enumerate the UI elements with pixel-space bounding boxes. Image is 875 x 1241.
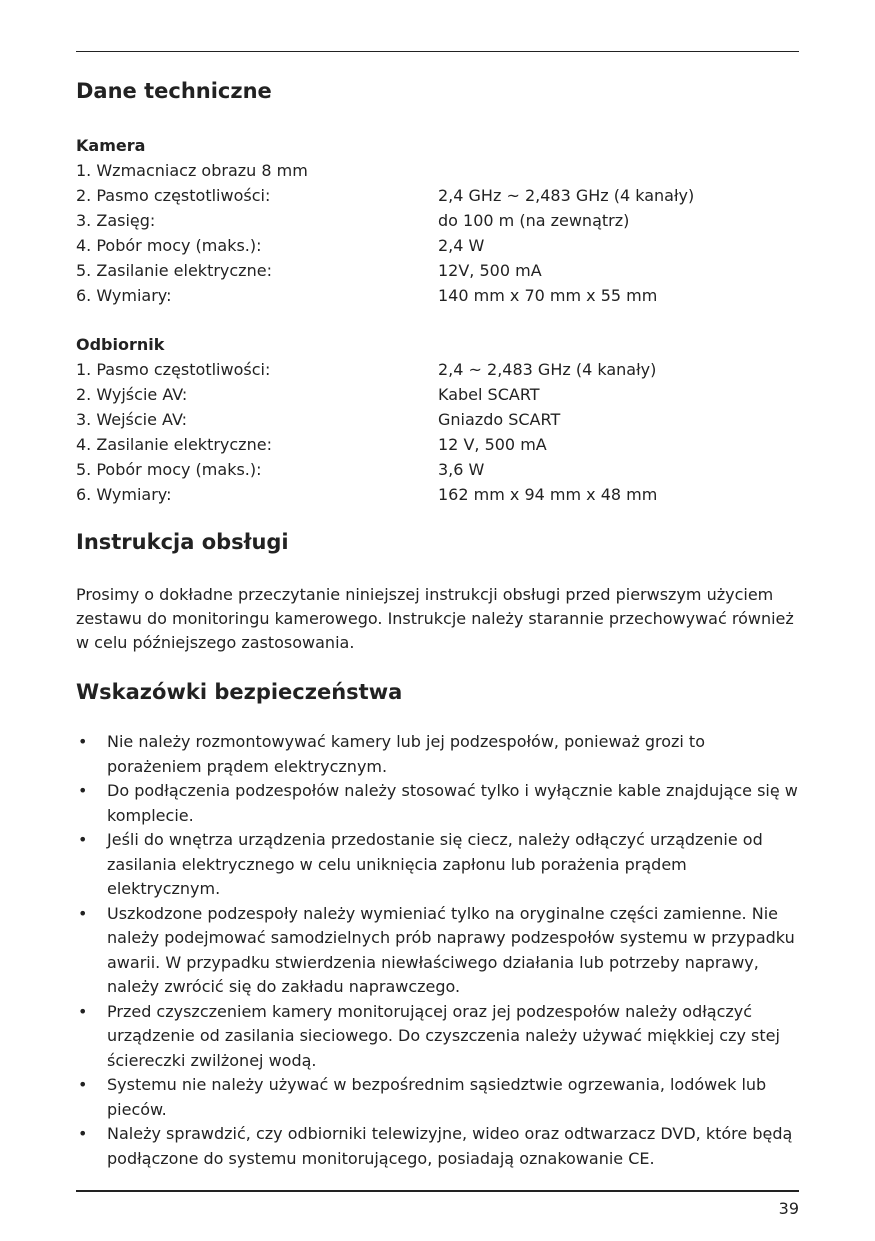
spec-value: 2,4 GHz ~ 2,483 GHz (4 kanały) <box>438 186 695 205</box>
page-number: 39 <box>778 1199 799 1218</box>
list-item <box>76 1122 799 1171</box>
list-item-text: Jeśli do wnętrza urządzenia przedostanie się ciecz, należy odłączyć urządzenie od zasilania elektrycznego w celu uniknięcia zapłonu lub porażenia prądem elektrycznym. <box>107 830 763 898</box>
top-rule <box>76 51 799 52</box>
spec-row <box>76 457 799 482</box>
spec-label: 4. Zasilanie elektryczne: <box>76 435 272 454</box>
spec-label: 2. Wyjście AV: <box>76 385 188 404</box>
list-item-text: Przed czyszczeniem kamery monitorującej oraz jej podzespołów należy odłączyć urządzenie od zasilania sieciowego. Do czyszczenia należy używać miękkiej czy stej ściereczki zwilżonej wodą. <box>107 1001 780 1070</box>
bullet-icon: • <box>78 903 88 923</box>
list-item <box>76 828 799 902</box>
spec-row <box>76 283 799 308</box>
spec-label: 2. Pasmo częstotliwości: <box>76 186 271 205</box>
page-content <box>76 76 799 1171</box>
camera-subtitle: Kamera <box>76 136 146 155</box>
spec-label: 3. Zasięg: <box>76 211 156 230</box>
spec-label: 5. Zasilanie elektryczne: <box>76 261 272 280</box>
list-item-text: Systemu nie należy używać w bezpośrednim sąsiedztwie ogrzewania, lodówek lub pieców. <box>107 1075 767 1119</box>
spec-row <box>76 233 799 258</box>
spec-value: Kabel SCART <box>438 385 540 404</box>
bullet-icon: • <box>78 781 88 800</box>
section-title-tech: Dane techniczne <box>76 79 272 103</box>
spec-value: Gniazdo SCART <box>438 410 561 429</box>
section-title-safety: Wskazówki bezpieczeństwa <box>76 680 403 704</box>
list-item <box>76 902 799 1000</box>
list-item <box>76 1073 799 1122</box>
bullet-icon: • <box>78 830 88 849</box>
manual-paragraph: Prosimy o dokładne przeczytanie niniejszej instrukcji obsługi przed pierwszym użyciem zestawu do monitoringu kamerowego. Instrukcje należy starannie przechowywać również w celu późniejszego zastosowania. <box>76 585 794 652</box>
safety-list <box>76 730 799 1171</box>
spec-row <box>76 183 799 208</box>
spec-value: 12 V, 500 mA <box>438 435 547 454</box>
list-item-text: Należy sprawdzić, czy odbiorniki telewizyjne, wideo oraz odtwarzacz DVD, które będą podłączone do systemu monitorującego, posiadają oznakowanie CE. <box>107 1124 793 1168</box>
spec-row <box>76 208 799 233</box>
spec-value: 12V, 500 mA <box>438 261 542 280</box>
spec-value: 162 mm x 94 mm x 48 mm <box>438 485 658 504</box>
spec-label: 4. Pobór mocy (maks.): <box>76 236 262 255</box>
spec-row <box>76 158 799 183</box>
spec-row <box>76 482 799 507</box>
receiver-spec-list <box>76 357 799 507</box>
spec-value: 3,6 W <box>438 460 485 479</box>
spec-value: 140 mm x 70 mm x 55 mm <box>438 286 658 305</box>
receiver-subtitle: Odbiornik <box>76 335 165 354</box>
spec-label: 3. Wejście AV: <box>76 410 187 429</box>
spec-row <box>76 407 799 432</box>
list-item <box>76 1000 799 1074</box>
bullet-icon: • <box>78 1075 88 1094</box>
spec-value: 2,4 ~ 2,483 GHz (4 kanały) <box>438 360 657 379</box>
spec-label: 6. Wymiary: <box>76 485 172 504</box>
spec-value: do 100 m (na zewnątrz) <box>438 211 630 230</box>
spec-label: 1. Pasmo częstotliwości: <box>76 360 271 379</box>
spec-row <box>76 432 799 457</box>
list-item-text: Do podłączenia podzespołów należy stosować tylko i wyłącznie kable znajdujące się w komplecie. <box>107 781 798 825</box>
list-item <box>76 779 799 828</box>
spec-value <box>438 158 799 183</box>
list-item-text: Nie należy rozmontowywać kamery lub jej podzespołów, ponieważ grozi to porażeniem prądem elektrycznym. <box>107 732 705 776</box>
list-item-text: Uszkodzone podzespoły należy wymieniać tylko na oryginalne części zamienne. Nie należy podejmować samodzielnych prób naprawy podzespołów systemu w przypadku awarii. W przypadku stwierdzenia niewłaściwego działania lub potrzeby naprawy, należy zwrócić się do zakładu naprawczego. <box>107 903 795 996</box>
bullet-icon: • <box>78 732 88 751</box>
spec-row <box>76 357 799 382</box>
spec-label: 5. Pobór mocy (maks.): <box>76 460 262 479</box>
camera-spec-list <box>76 158 799 308</box>
list-item <box>76 730 799 779</box>
spec-label: 6. Wymiary: <box>76 286 172 305</box>
spec-label: 1. Wzmacniacz obrazu 8 mm <box>76 161 308 180</box>
spec-row <box>76 258 799 283</box>
bottom-rule <box>76 1190 799 1192</box>
section-title-manual: Instrukcja obsługi <box>76 530 289 554</box>
spec-value: 2,4 W <box>438 236 485 255</box>
bullet-icon: • <box>78 1001 88 1021</box>
bullet-icon: • <box>78 1124 88 1143</box>
spec-row <box>76 382 799 407</box>
